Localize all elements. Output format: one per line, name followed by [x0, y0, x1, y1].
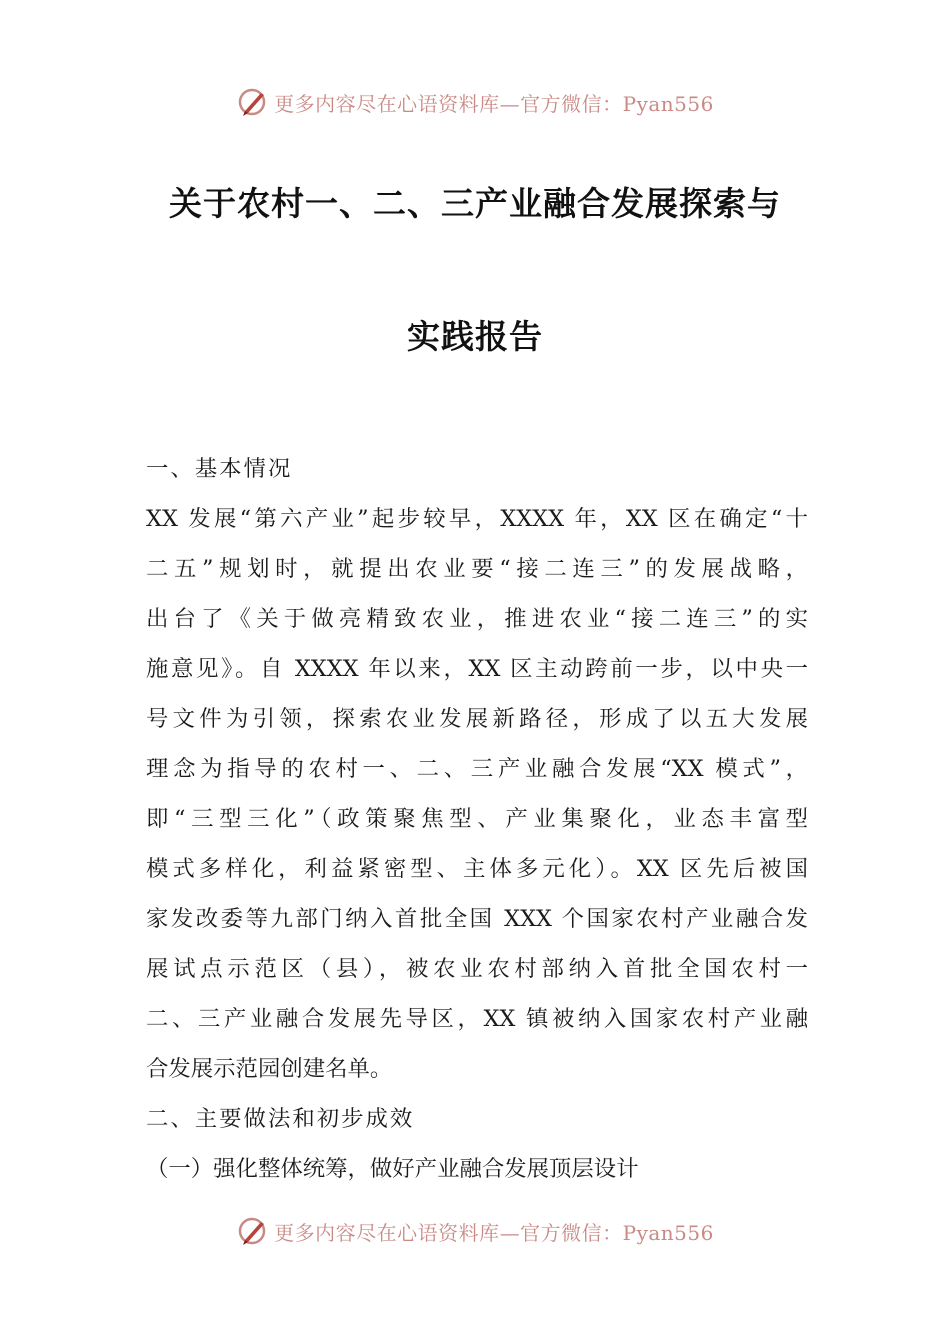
- watermark-header: [0, 82, 950, 122]
- paragraph-line: 施意见》。自 XXXX 年以来，XX 区主动跨前一步，以中央一: [146, 656, 808, 682]
- section-heading-main-practices: 二、主要做法和初步成效: [146, 1106, 415, 1132]
- paragraph-line: 合发展示范园创建名单。: [146, 1056, 393, 1082]
- paragraph-line: 理念为指导的农村一、二、三产业融合发展“XX 模式”，: [146, 756, 808, 782]
- paragraph-line: 号文件为引领，探索农业发展新路径，形成了以五大发展: [146, 706, 808, 732]
- paragraph-line: 家发改委等九部门纳入首批全国 XXX 个国家农村产业融合发: [146, 906, 808, 932]
- document-title-line-2: 实践报告: [407, 317, 543, 356]
- document-title-line-1: 关于农村一、二、三产业融合发展探索与: [169, 184, 781, 223]
- paragraph-line: 出台了《关于做亮精致农业，推进农业“接二连三”的实: [146, 606, 808, 632]
- section-heading-basic-situation: 一、基本情况: [146, 456, 293, 482]
- watermark-footer: [0, 1211, 950, 1251]
- pen-circle-logo-icon: [236, 85, 270, 119]
- paragraph-line: XX 发展“第六产业”起步较早，XXXX 年，XX 区在确定“十: [146, 506, 808, 532]
- pen-circle-logo-icon: [236, 1214, 270, 1248]
- paragraph-line: 展试点示范区（县），被农业农村部纳入首批全国农村一: [146, 956, 808, 982]
- paragraph-line: 模式多样化，利益紧密型、主体多元化）。XX 区先后被国: [146, 856, 808, 882]
- paragraph-line: 二五”规划时，就提出农业要“接二连三”的发展战略，: [146, 556, 808, 582]
- paragraph-line: 即“三型三化”（政策聚焦型、产业集聚化，业态丰富型: [146, 806, 808, 832]
- watermark-text: 更多内容尽在心语资料库—官方微信：Pyan556: [274, 91, 714, 116]
- document-body: [146, 444, 808, 1194]
- subsection-heading: （一）强化整体统筹，做好产业融合发展顶层设计: [146, 1156, 639, 1182]
- paragraph-line: 二、三产业融合发展先导区，XX 镇被纳入国家农村产业融: [146, 1006, 808, 1032]
- watermark-text: 更多内容尽在心语资料库—官方微信：Pyan556: [274, 1220, 714, 1245]
